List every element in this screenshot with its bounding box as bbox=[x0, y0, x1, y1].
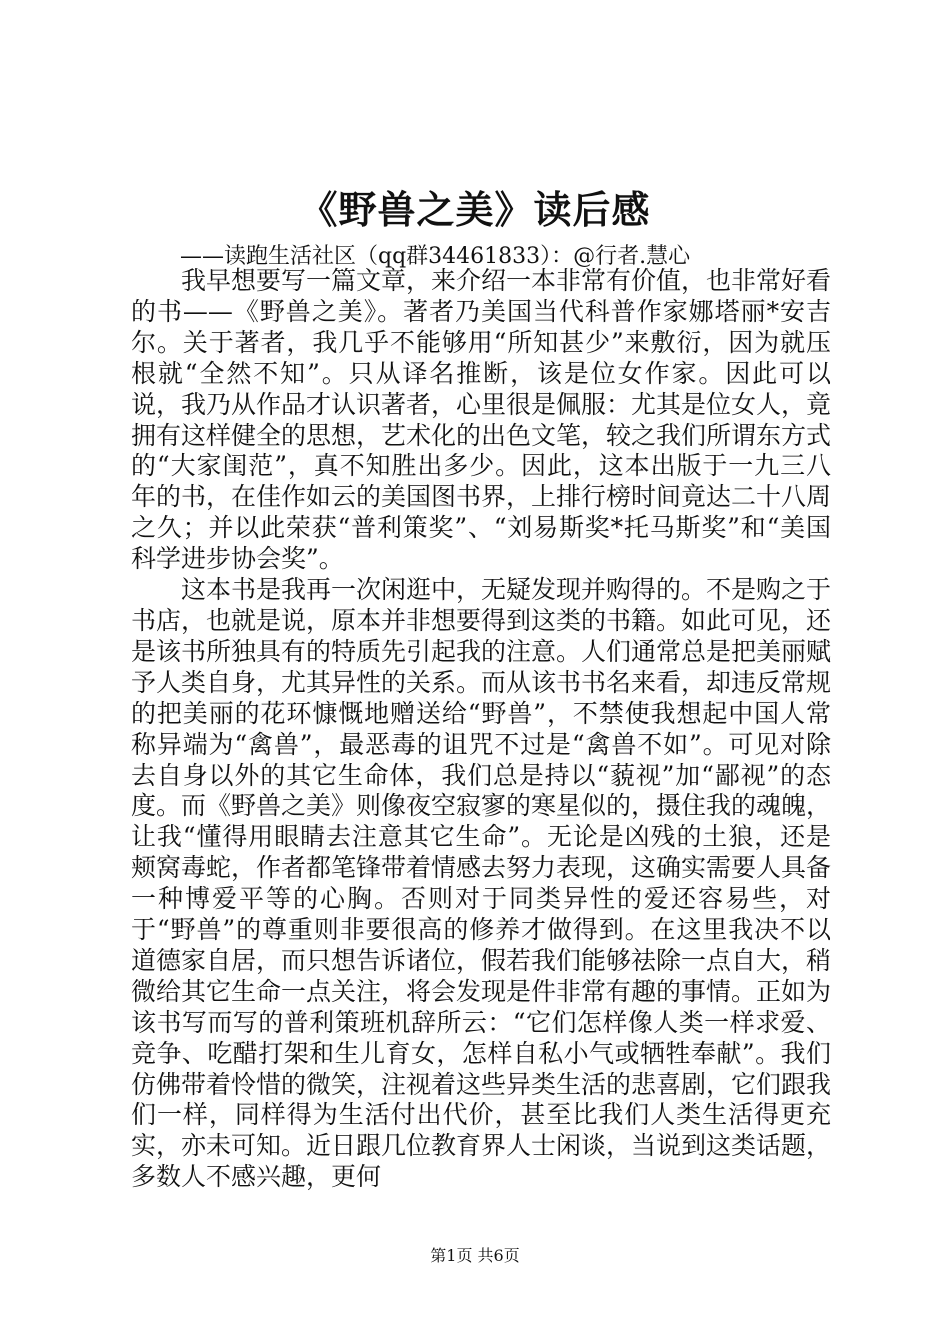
page-footer: 第1页 共6页 bbox=[430, 1246, 520, 1265]
document-body bbox=[131, 266, 831, 1193]
paragraph-2: 这本书是我再一次闲逛中，无疑发现并购得的。不是购之于书店，也就是说，原本并非想要得到这类的书籍。如此可见，还是该书所独具有的特质先引起我的注意。人们通常总是把美丽赋予人类自身，尤其异性的关系。而从该书书名来看，却违反常规的把美丽的花环慷慨地赠送给“野兽”，不禁使我想起中国人常称异端为“禽兽”，最恶毒的诅咒不过是“禽兽不如”。可见对除去自身以外的其它生命体，我们总是持以“藐视”加“鄙视”的态度。而《野兽之美》则像夜空寂寥的寒星似的，摄住我的魂魄，让我“懂得用眼睛去注意其它生命”。无论是凶残的土狼，还是颊窝毒蛇，作者都笔锋带着情感去努力表现，这确实需要人具备一种博爱平等的心胸。否则对于同类异性的爱还容易些，对于“野兽”的尊重则非要很高的修养才做得到。在这里我决不以道德家自居，而只想告诉诸位，假若我们能够祛除一点自大，稍微给其它生命一点关注，将会发现是件非常有趣的事情。正如为该书写而写的普利策班机辞所云：“它们怎样像人类一样求爱、竞争、吃醋打架和生儿育女，怎样自私小气或牺牲奉献”。我们仿佛带着怜惜的微笑，注视着这些异类生活的悲喜剧，它们跟我们一样，同样得为生活付出代价，甚至比我们人类生活得更充实，亦未可知。近日跟几位教育界人士闲谈，当说到这类话题，多数人不感兴趣，更何 bbox=[131, 575, 832, 1192]
paragraph-1: 我早想要写一篇文章，来介绍一本非常有价值，也非常好看的书——《野兽之美》。著者乃美国当代科普作家娜塔丽*安吉尔。关于著者，我几乎不能够用“所知甚少”来敷衍，因为就压根就“全然不知”。只从译名推断，该是位女作家。因此可以说，我乃从作品才认识著者，心里很是佩服：尤其是位女人，竟拥有这样健全的思想，艺术化的出色文笔，较之我们所谓东方式的“大家闺范”，真不知胜出多少。因此，这本出版于一九三八年的书，在佳作如云的美国图书界，上排行榜时间竟达二十八周之久；并以此荣获“普利策奖”、“刘易斯奖*托马斯奖”和“美国科学进步协会奖”。 bbox=[131, 266, 832, 574]
document-subtitle: ——读跑生活社区（qq群34461833）：@行者.慧心 bbox=[180, 244, 691, 269]
document-title: 《野兽之美》读后感 bbox=[299, 187, 651, 232]
